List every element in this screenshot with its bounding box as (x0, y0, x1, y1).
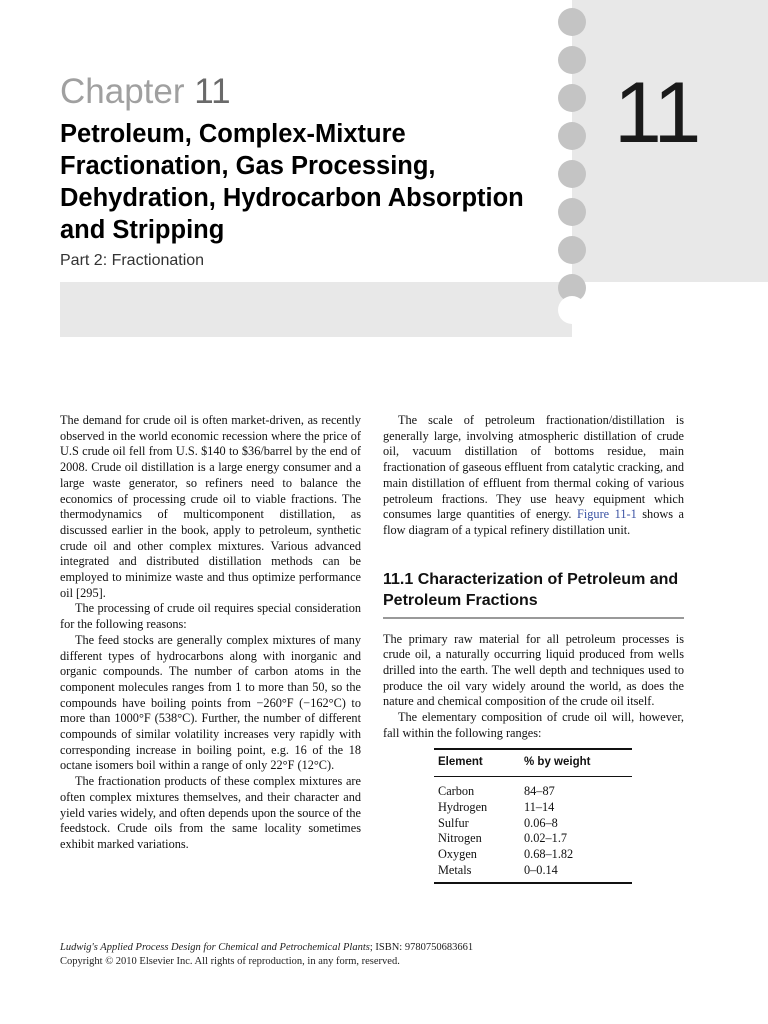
table-cell: 0–0.14 (520, 863, 632, 884)
figure-link[interactable]: Figure 11-1 (577, 507, 637, 522)
chapter-title: Petroleum, Complex-Mixture Fractionation, Gas Processing, Dehydration, Hydrocarbon Absorption and Stripping (60, 120, 524, 244)
composition-table (434, 748, 632, 885)
part-title: Part 2: Fractionation (60, 252, 205, 269)
paragraph: The processing of crude oil requires special consideration for the following reasons: (60, 601, 361, 632)
table-cell: 84–87 (524, 784, 555, 799)
citation-line (60, 941, 473, 955)
table-cell: Carbon (438, 784, 475, 799)
table-row (434, 831, 632, 847)
paragraph (383, 413, 684, 539)
decorative-dot (558, 198, 586, 226)
paragraph: The elementary composition of crude oil will, however, fall within the following ranges: (383, 710, 684, 740)
right-column (383, 413, 684, 884)
decorative-dot (558, 122, 586, 150)
copyright-line: Copyright © 2010 Elsevier Inc. All rights of reproduction, in any form, reserved. (60, 956, 400, 967)
decorative-dot (558, 160, 586, 188)
paragraph: The feed stocks are generally complex mixtures of many different types of hydrocarbons along with inorganic and organic compounds. The number of carbon atoms in the component molecules ranges from 1 to more than 50, so the compounds have boiling points from −260°F (−162°C) to more than 1000°F (538°C). Further, the number of different compounds of similar volatility increases very rapidly with corresponding increase in boiling point, e.g. 16 of the 18 octane isomers boil within a range of only 22°F (12°C). (60, 632, 361, 773)
table-row (434, 847, 632, 863)
chapter-word: Chapter (60, 72, 185, 111)
table-cell: Hydrogen (438, 799, 488, 814)
paragraph: The primary raw material for all petroleum processes is crude oil, a naturally occurring liquid produced from wells drilled into the earth. The well depth and techniques used to produce the oil vary widely around the world, as does the nature and chemical composition of the crude oil itself. (383, 631, 684, 709)
page-footer (60, 941, 473, 969)
section-rule (383, 617, 684, 619)
left-column (60, 413, 361, 853)
paragraph: The fractionation products of these complex mixtures are often complex mixtures themselves, and their character and yield varies widely, and often depends upon the source of the feedstock. Crude oils from the same locality sometimes exhibit marked variations. (60, 774, 361, 851)
table-cell: 0.02–1.7 (524, 831, 568, 846)
decorative-dot (558, 46, 586, 74)
table-row (434, 816, 632, 832)
paragraph-text: The scale of petroleum fractionation/distillation is generally large, involving atmospheric distillation of crude oil, vacuum distillation of bottoms residue, main fractionation of gaseous effluent from catalytic cracking, and main distillation of effluent from thermal coking of various petroleum fractions. They use heavy equipment which consumes large quantities of energy. (383, 413, 684, 522)
chapter-number-large: 11 (614, 65, 700, 161)
section-heading: 11.1 Characterization of Petroleum and Petroleum Fractions (383, 570, 679, 609)
table-header-element: Element (434, 749, 520, 777)
table-row (434, 863, 632, 884)
chapter-number: 11 (194, 72, 231, 111)
table-row (434, 777, 632, 800)
decorative-dot (558, 84, 586, 112)
decorative-dot (558, 296, 586, 324)
table-row (434, 800, 632, 816)
paragraph: The demand for crude oil is often market-driven, as recently observed in the world economic recession where the price of U.S crude oil fell from U.S. $140 to $36/barrel by the end of 2008. Crude oil distillation is a large energy consumer and a large waste generator, so refiners need to balance the economics of processing crude oil to viable fractions. The thermodynamics of multicomponent distillation, as discussed earlier in the book, apply to petroleum, synthetic crude oil and other complex mixtures. Various advanced integrated and distributed distillation methods can be employed to minimize waste and thus optimize performance oil [295]. (60, 413, 361, 600)
table-header-weight: % by weight (520, 749, 632, 777)
decorative-dot (558, 236, 586, 264)
table-cell: Metals (434, 863, 520, 884)
table-cell: 0.68–1.82 (524, 847, 574, 862)
header-gray-band (60, 282, 572, 337)
table-cell: Sulfur (438, 815, 469, 830)
isbn: ; ISBN: 9780750683661 (369, 942, 474, 953)
book-title: Ludwig's Applied Process Design for Chemical and Petrochemical Plants (60, 942, 370, 953)
table-cell: Oxygen (438, 847, 477, 862)
table-cell: 11–14 (524, 799, 555, 814)
decorative-dot (558, 8, 586, 36)
table-cell: 0.06–8 (524, 815, 558, 830)
table-cell: Nitrogen (438, 831, 482, 846)
paragraph-text: shows a flow diagram of a typical refinery distillation unit. (383, 507, 684, 537)
chapter-label (60, 74, 231, 109)
